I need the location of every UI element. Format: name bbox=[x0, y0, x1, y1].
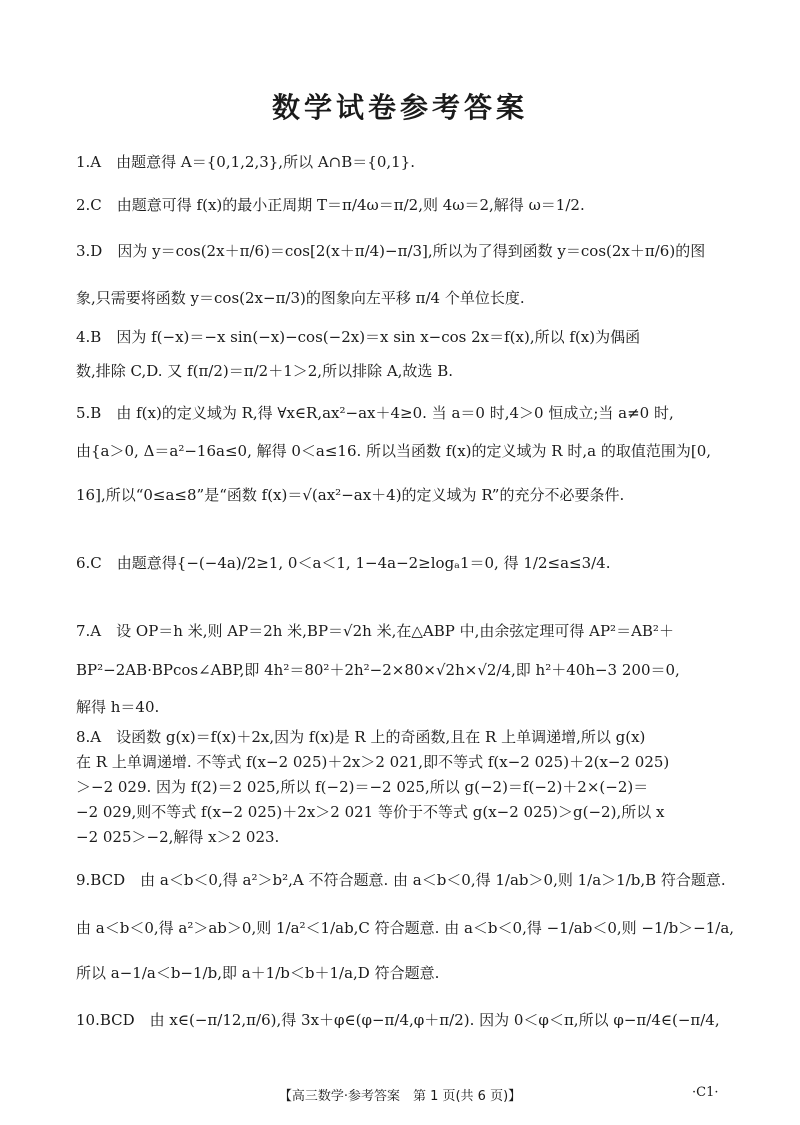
answer-line-7-cont-1: BP²−2AB·BPcos∠ABP,即 4h²＝80²＋2h²−2×80×√2h×√2/4,即 h²＋40h−3 200＝0, bbox=[76, 661, 680, 679]
answer-line-4-cont: 数,排除 C,D. 又 f(π/2)＝π/2＋1＞2,所以排除 A,故选 B. bbox=[76, 362, 453, 380]
answer-line-5-cont-1: 由{a＞0, Δ＝a²−16a≤0, 解得 0＜a≤16. 所以当函数 f(x)的定义域为 R 时,a 的取值范围为[0, bbox=[76, 442, 712, 460]
page-title: 数学试卷参考答案 bbox=[271, 91, 528, 124]
answer-line-4: 4.B 因为 f(−x)＝−x sin(−x)−cos(−2x)＝x sin x−cos 2x＝f(x),所以 f(x)为偶函 bbox=[76, 328, 641, 346]
answer-line-8-cont-1: 在 R 上单调递增. 不等式 f(x−2 025)＋2x＞2 021,即不等式 f(x−2 025)＋2(x−2 025) bbox=[76, 753, 670, 771]
answer-line-3: 3.D 因为 y＝cos(2x＋π/6)＝cos[2(x＋π/4)−π/3],所以为了得到函数 y＝cos(2x＋π/6)的图 bbox=[76, 242, 706, 260]
answer-line-3-cont: 象,只需要将函数 y＝cos(2x−π/3)的图象向左平移 π/4 个单位长度. bbox=[76, 289, 525, 307]
answer-line-7-cont-2: 解得 h＝40. bbox=[76, 698, 160, 716]
answer-line-8: 8.A 设函数 g(x)＝f(x)＋2x,因为 f(x)是 R 上的奇函数,且在 R 上单调递增,所以 g(x) bbox=[76, 728, 646, 746]
answer-line-10: 10.BCD 由 x∈(−π/12,π/6),得 3x＋φ∈(φ−π/4,φ＋π/2). 因为 0＜φ＜π,所以 φ−π/4∈(−π/4, bbox=[76, 1011, 720, 1029]
answer-line-8-cont-4: −2 025＞−2,解得 x＞2 023. bbox=[76, 828, 280, 846]
answer-line-2: 2.C 由题意可得 f(x)的最小正周期 T＝π/4ω＝π/2,则 4ω＝2,解得 ω＝1/2. bbox=[76, 196, 585, 214]
answer-line-6: 6.C 由题意得{−(−4a)/2≥1, 0＜a＜1, 1−4a−2≥logₐ1＝0, 得 1/2≤a≤3/4. bbox=[76, 554, 611, 572]
answer-line-8-cont-3: −2 029,则不等式 f(x−2 025)＋2x＞2 021 等价于不等式 g(x−2 025)＞g(−2),所以 x bbox=[76, 803, 665, 821]
page-footer: 【高三数学·参考答案 第 1 页(共 6 页)】 bbox=[278, 1089, 522, 1104]
answer-line-9: 9.BCD 由 a＜b＜0,得 a²＞b²,A 不符合题意. 由 a＜b＜0,得 1/ab＞0,则 1/a＞1/b,B 符合题意. bbox=[76, 871, 726, 889]
answer-line-9-cont-1: 由 a＜b＜0,得 a²＞ab＞0,则 1/a²＜1/ab,C 符合题意. 由 a＜b＜0,得 −1/ab＜0,则 −1/b＞−1/a, bbox=[76, 919, 735, 937]
answer-line-7: 7.A 设 OP＝h 米,则 AP＝2h 米,BP＝√2h 米,在△ABP 中,由余弦定理可得 AP²＝AB²＋ bbox=[76, 622, 674, 640]
answer-line-5: 5.B 由 f(x)的定义域为 R,得 ∀x∈R,ax²−ax＋4≥0. 当 a＝0 时,4＞0 恒成立;当 a≠0 时, bbox=[76, 404, 674, 422]
answer-line-9-cont-2: 所以 a−1/a＜b−1/b,即 a＋1/b＜b＋1/a,D 符合题意. bbox=[76, 964, 440, 982]
page-mark: ·C1· bbox=[692, 1085, 719, 1100]
answer-line-5-cont-2: 16],所以“0≤a≤8”是“函数 f(x)＝√(ax²−ax＋4)的定义域为 R”的充分不必要条件. bbox=[76, 486, 625, 504]
answer-line-1: 1.A 由题意得 A＝{0,1,2,3},所以 A∩B＝{0,1}. bbox=[76, 153, 415, 171]
answer-line-8-cont-2: ＞−2 029. 因为 f(2)＝2 025,所以 f(−2)＝−2 025,所以 g(−2)＝f(−2)＋2×(−2)＝ bbox=[76, 778, 649, 796]
